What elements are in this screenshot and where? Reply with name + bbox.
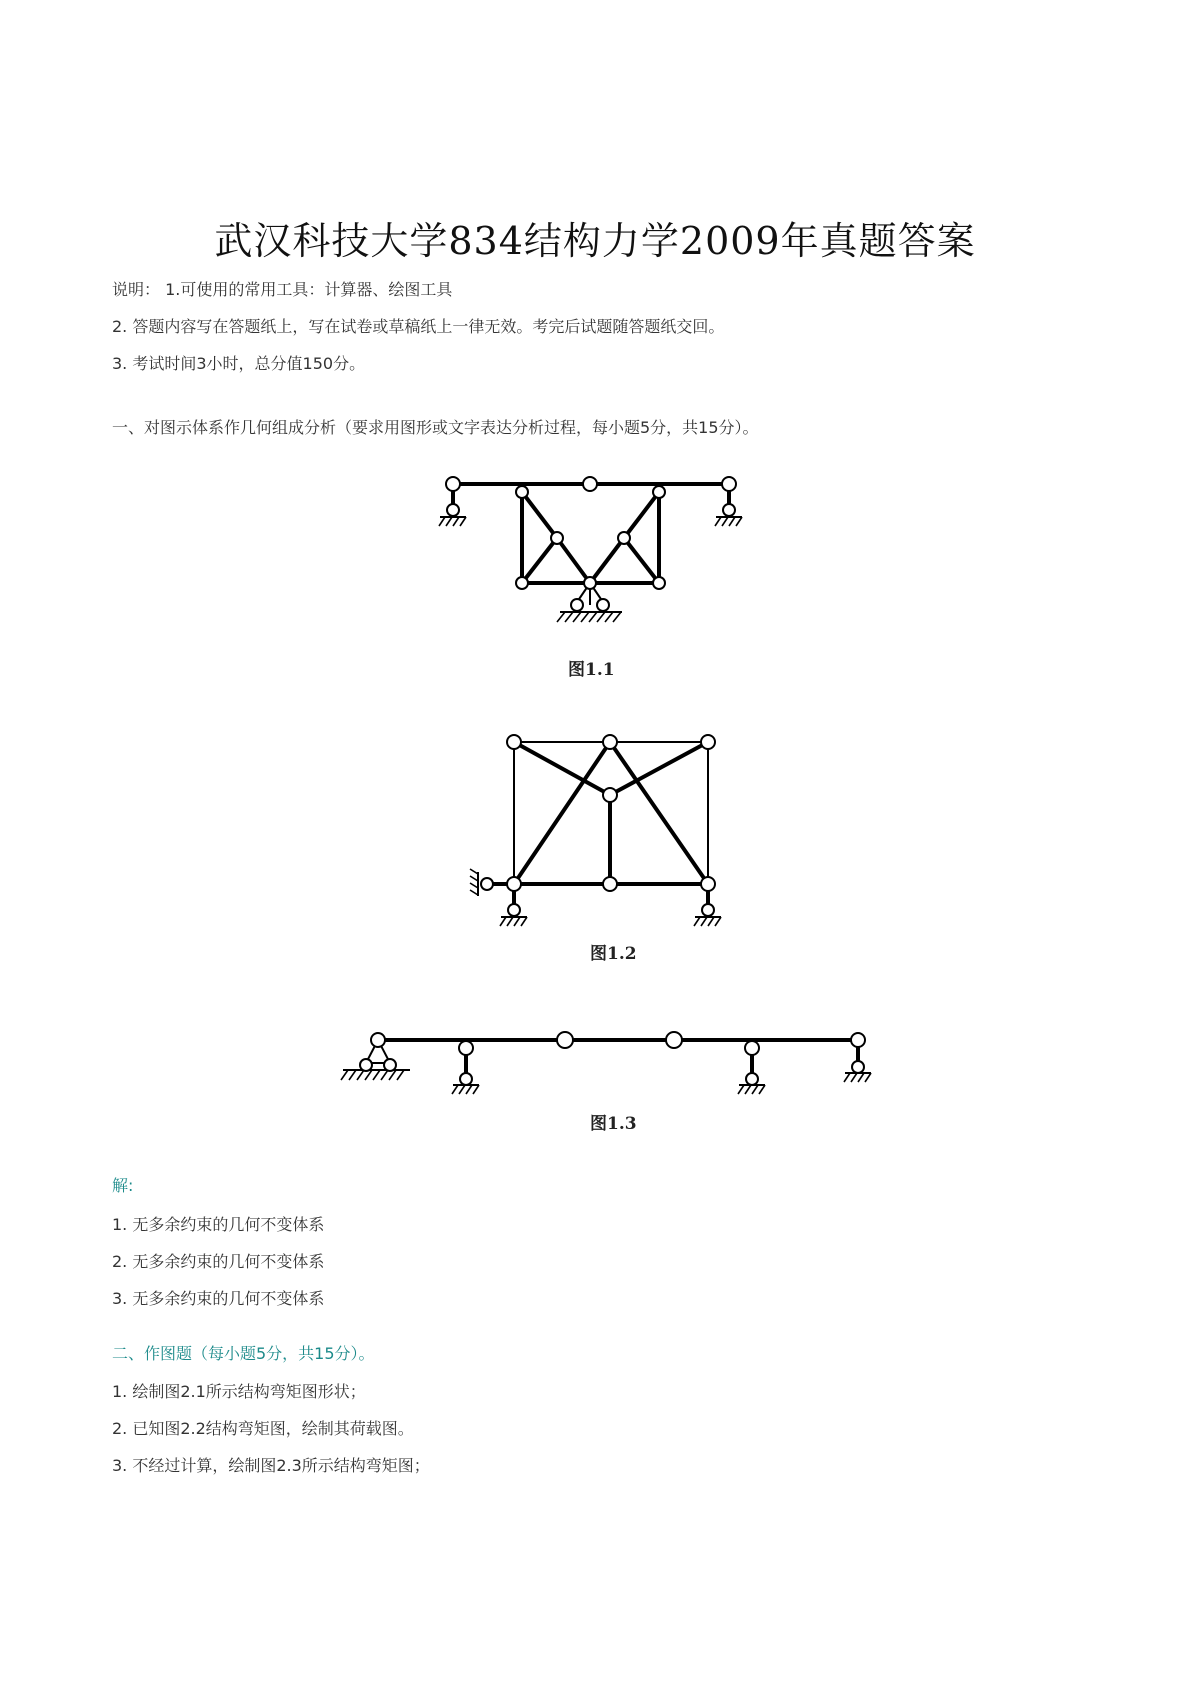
section2-item-3: 3. 不经过计算，绘制图2.3所示结构弯矩图； (112, 1456, 430, 1475)
page-title: 武汉科技大学834结构力学2009年真题答案 (214, 219, 976, 263)
instruction-2: 2. 答题内容写在答题纸上，写在试卷或草稿纸上一律无效。考完后试题随答题纸交回。 (112, 317, 725, 336)
section2-item-1: 1. 绘制图2.1所示结构弯矩图形状； (112, 1382, 366, 1401)
section1-heading: 一、对图示体系作几何组成分析（要求用图形或文字表达分析过程，每小题5分，共15分）。 (112, 418, 759, 437)
answer-2: 2. 无多余约束的几何不变体系 (112, 1252, 325, 1271)
solution-label: 解: (112, 1176, 134, 1195)
instruction-1: 说明： 1.可使用的常用工具：计算器、绘图工具 (112, 280, 453, 299)
answer-1: 1. 无多余约束的几何不变体系 (112, 1215, 325, 1234)
figure-1-3-caption: 图1.3 (590, 1114, 637, 1134)
instruction-3: 3. 考试时间3小时，总分值150分。 (112, 354, 366, 373)
figure-1-2-caption: 图1.2 (590, 944, 637, 964)
answer-3: 3. 无多余约束的几何不变体系 (112, 1289, 325, 1308)
section2-item-2: 2. 已知图2.2结构弯矩图，绘制其荷载图。 (112, 1419, 414, 1438)
figure-1-1-caption: 图1.1 (568, 660, 615, 680)
section2-heading: 二、作图题（每小题5分，共15分）。 (112, 1344, 375, 1363)
